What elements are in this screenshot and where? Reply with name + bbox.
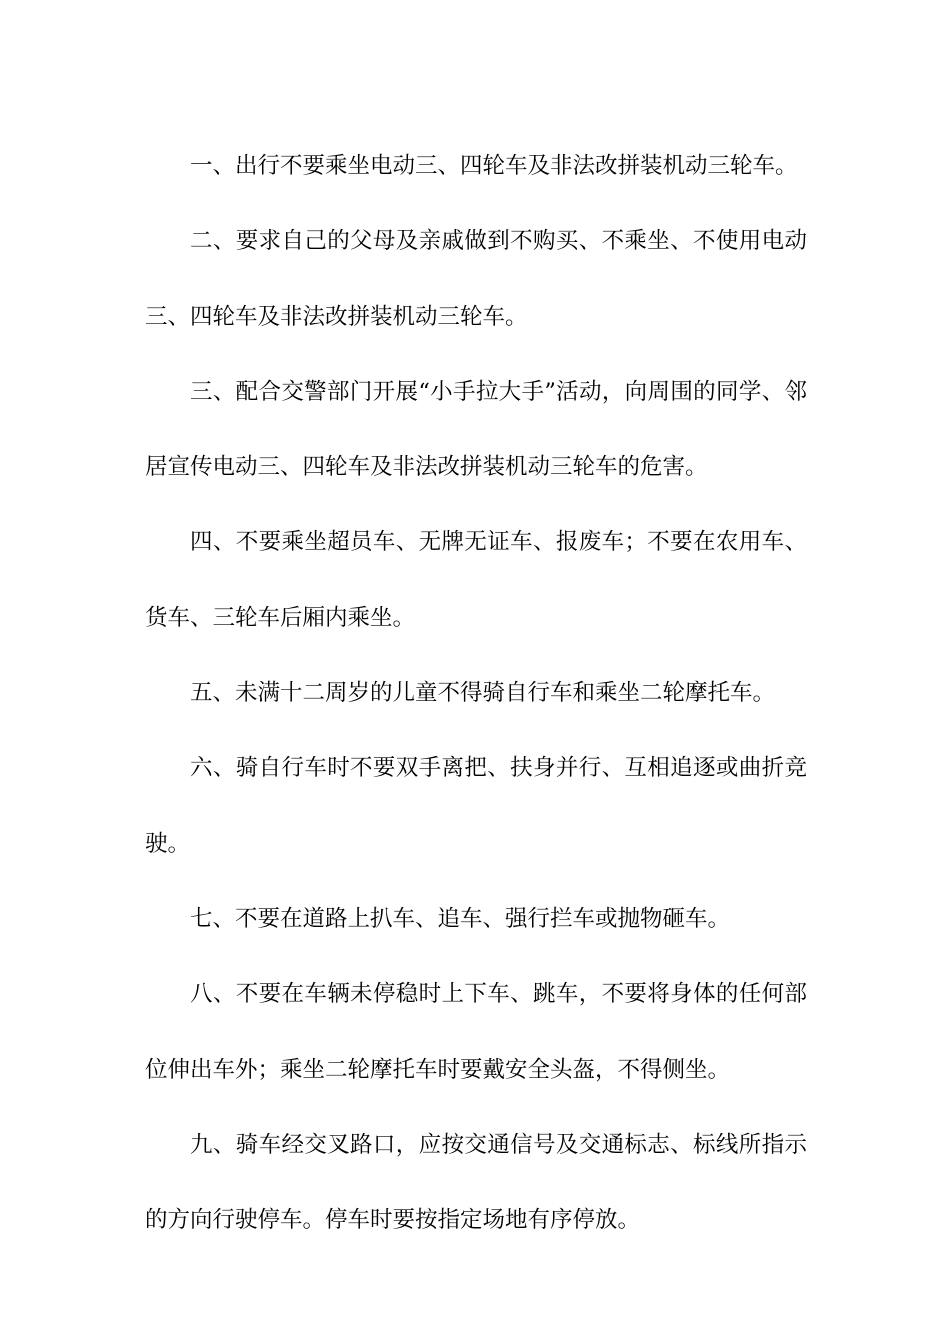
paragraph-5: 五、未满十二周岁的儿童不得骑自行车和乘坐二轮摩托车。: [190, 680, 776, 707]
paragraph-2: 二、要求自己的父母及亲戚做到不购买、不乘坐、不使用电动三、四轮车及非法改拼装机动三轮车。: [145, 228, 807, 330]
paragraph-8: 八、不要在车辆未停稳时上下车、跳车，不要将身体的任何部位伸出车外；乘坐二轮摩托车时要戴安全头盔，不得侧坐。: [145, 981, 807, 1083]
paragraph-3: 三、配合交警部门开展“小手拉大手”活动，向周围的同学、邻居宣传电动三、四轮车及非法改拼装机动三轮车的危害。: [145, 378, 807, 481]
paragraph-9: 九、骑车经交叉路口，应按交通信号及交通标志、标线所指示的方向行驶停车。停车时要按指定场地有序停放。: [145, 1131, 807, 1234]
paragraph-6: 六、骑自行车时不要双手离把、扶身并行、互相追逐或曲折竞驶。: [145, 755, 807, 857]
paragraph-4: 四、不要乘坐超员车、无牌无证车、报废车；不要在农用车、货车、三轮车后厢内乘坐。: [145, 529, 807, 631]
document-body: [145, 129, 807, 1258]
paragraph-1: 一、出行不要乘坐电动三、四轮车及非法改拼装机动三轮车。: [190, 153, 798, 179]
paragraph-7: 七、不要在道路上扒车、追车、强行拦车或抛物砸车。: [190, 905, 731, 932]
